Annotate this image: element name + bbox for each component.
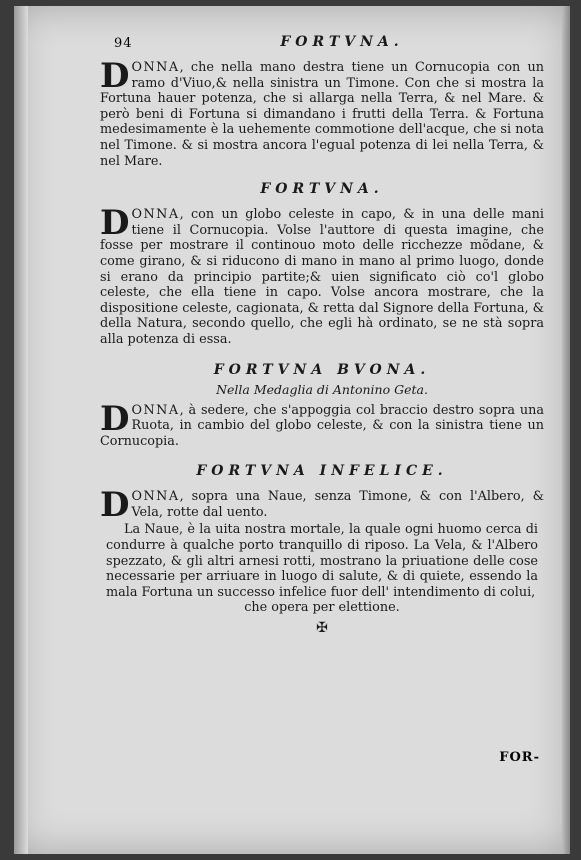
page-number: 94 <box>114 36 133 51</box>
section-paragraph <box>100 485 544 526</box>
drop-cap: D <box>100 485 130 526</box>
section-fortuna-buona <box>100 362 544 450</box>
section-body-paragraph: La Naue, è la uita nostra mortale, la quale ogni huomo cerca di condurre à qualche porto tranquillo di riposo. La Vela, & l'Albero spezzato, & gli altri arnesi rotti, mostrano la priuatione delle cose necessarie per arriuare in luogo di salute, & di quiete, essendo la mala Fortuna un successo infelice fuor dell' intendimento di colui, <box>106 522 538 600</box>
section-heading: FORTVNA BVONA. <box>213 361 431 378</box>
page-content <box>100 34 544 636</box>
section-fortuna-2 <box>100 181 544 347</box>
drop-cap: D <box>100 398 130 439</box>
lead-word: ONNA <box>131 402 180 418</box>
section-fortuna-1 <box>100 56 544 169</box>
drop-cap: D <box>100 56 130 96</box>
page-edge <box>562 6 570 854</box>
lead-word: ONNA <box>131 489 180 505</box>
paragraph-text: , con un globo celeste in capo, & in una delle mani tiene il Cornucopia. Volse l'auttore di questa imagine, che fosse per mostrare il continouo moto delle ricchezze mõdane, & come girano, & si riducono di mano in mano al primo luogo, donde si erano da principio partite;& uien significato ciò co'l globo celeste, che ella tiene in capo. Volse ancora mostrare, che la dispositione celeste, cagionata, & retta dal Signore della Fortuna, & della Natura, secondo quello, che egli hà ordinato, se ne stà sopra alla potenza di essa. <box>100 207 544 347</box>
paragraph-text: , sopra una Naue, senza Timone, & con l'Albero, & Vela, rotte dal uento. <box>131 489 544 520</box>
lead-word: ONNA <box>131 207 180 223</box>
catchword: FOR- <box>499 750 540 765</box>
drop-cap: D <box>100 203 130 244</box>
section-heading: FORTVNA. <box>260 181 384 198</box>
section-heading: FORTVNA INFELICE. <box>196 463 448 480</box>
lead-word: ONNA <box>131 60 180 75</box>
fleuron-ornament: ✠ <box>316 620 328 637</box>
section-paragraph <box>100 398 544 450</box>
section-tail-line: che opera per elettione. <box>244 600 400 616</box>
section-paragraph <box>100 203 544 347</box>
paragraph-text: , che nella mano destra tiene un Cornucopia con un ramo d'Viuo,& nella sinistra un Timone. Con che si mostra la Fortuna hauer potenza, che si allarga nella Terra, & nel Mare. & però beni di Fortuna si dimandano i frutti della Terra. & Fortuna medesimamente è la uehemente commotione dell'acque, che si nota nel Timone. & si mostra ancora l'egual potenza di lei nella Terra, & nel Mare. <box>100 60 544 169</box>
section-fortuna-infelice <box>100 463 544 636</box>
book-page <box>14 6 570 854</box>
page-gutter-shadow <box>14 6 28 854</box>
section-subheading: Nella Medaglia di Antonino Geta. <box>216 381 428 397</box>
section-paragraph <box>100 56 544 169</box>
paragraph-text: , à sedere, che s'appoggia col braccio destro sopra una Ruota, in cambio del globo celeste, & con la sinistra tiene un Cornucopia. <box>100 402 544 449</box>
running-header: FORTVNA. <box>280 34 404 50</box>
